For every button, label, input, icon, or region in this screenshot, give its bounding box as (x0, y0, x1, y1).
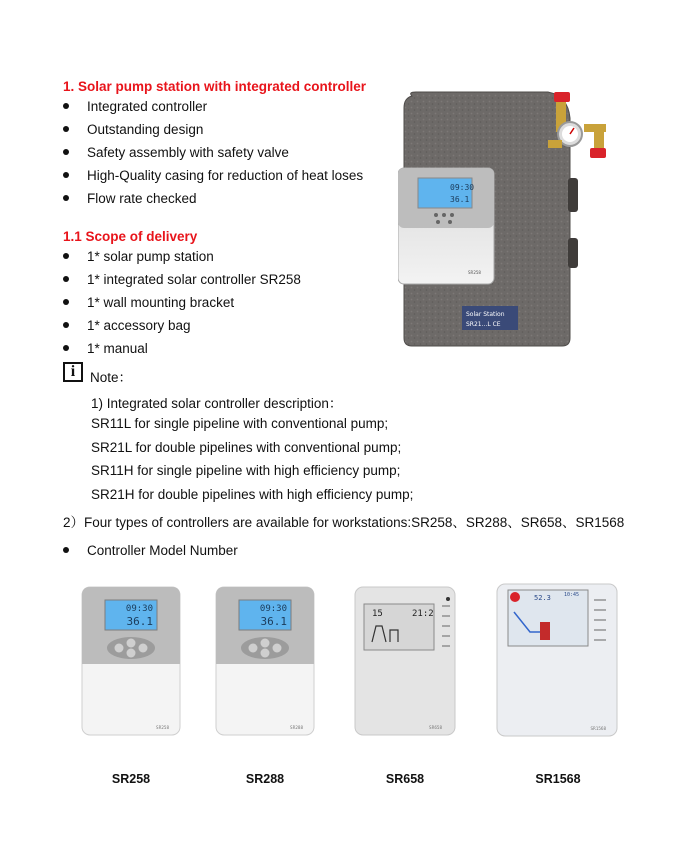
note-line: SR21H for double pipelines with high efficiency pump; (91, 487, 414, 502)
feature-bullet (63, 191, 197, 206)
note-line: SR11L for single pipeline with conventional pump; (91, 416, 389, 431)
feature-bullet (63, 122, 203, 137)
delivery-bullet (63, 318, 191, 333)
delivery-bullet (63, 272, 301, 287)
bullet-dot (63, 322, 69, 328)
sr258-model-mark: SR258 (156, 725, 169, 730)
caption-sr658: SR658 (385, 772, 425, 786)
bullet-text: Safety assembly with safety valve (87, 145, 289, 160)
sr1568-model-mark: SR1568 (590, 726, 606, 731)
sr1568-lcd-time: 10:45 (564, 592, 580, 598)
sr288-lcd-temp: 36.1 (260, 615, 287, 628)
controller-drawing (494, 582, 620, 738)
controller-drawing (215, 586, 315, 736)
bullet-dot (63, 253, 69, 259)
sr288-model-mark: SR288 (290, 725, 303, 730)
bullet-dot (63, 126, 69, 132)
sr658-lcd-temp: 15 (372, 609, 383, 619)
note-line: 1) Integrated solar controller description： (91, 396, 343, 411)
feature-bullet (63, 168, 363, 183)
controller-image-sr1568 (494, 582, 620, 738)
note-line: SR11H for single pipeline with high efficiency pump; (91, 463, 401, 478)
bullet-text: Integrated controller (87, 99, 208, 114)
info-icon: i (63, 362, 83, 382)
bullet-text: 1* solar pump station (87, 249, 214, 264)
bullet-text: Outstanding design (87, 122, 204, 137)
station-label-line2: SR21...L CE (466, 321, 501, 328)
sr658-model-mark: SR658 (429, 725, 442, 730)
feature-bullet (63, 99, 207, 114)
section-heading: 1. Solar pump station with integrated controller (63, 79, 367, 94)
bullet-text: 1* wall mounting bracket (87, 295, 235, 310)
feature-bullet (63, 145, 289, 160)
controller-image-sr258 (81, 586, 181, 736)
station-label-line1: Solar Station (466, 311, 505, 318)
controller-image-sr658 (354, 586, 456, 736)
bullet-dot (63, 172, 69, 178)
subsection-heading: 1.1 Scope of delivery (63, 229, 198, 244)
sr258-lcd-temp: 36.1 (126, 615, 153, 628)
note-label: Note： (90, 370, 133, 385)
controller-image-sr288 (215, 586, 315, 736)
controller-drawing (354, 586, 456, 736)
solar-pump-station-image (398, 88, 620, 354)
sr658-lcd-time: 21:2 (412, 609, 434, 619)
station-lcd-time: 09:30 (450, 183, 475, 192)
pump-station-drawing (398, 88, 620, 354)
caption-sr1568: SR1568 (535, 772, 581, 786)
bullet-text: Flow rate checked (87, 191, 197, 206)
bullet-dot (63, 345, 69, 351)
bullet-dot (63, 276, 69, 282)
bullet-dot (63, 299, 69, 305)
bullet-text: High-Quality casing for reduction of heat loses (87, 168, 364, 183)
bullet-text: 1* integrated solar controller SR258 (87, 272, 301, 287)
delivery-bullet (63, 341, 148, 356)
bullet-text: 1* accessory bag (87, 318, 191, 333)
delivery-bullet (63, 295, 234, 310)
controller-drawing (81, 586, 181, 736)
caption-sr258: SR258 (111, 772, 151, 786)
caption-sr288: SR288 (245, 772, 285, 786)
model-heading (63, 543, 238, 558)
bullet-dot (63, 149, 69, 155)
sr288-lcd-time: 09:30 (259, 604, 287, 614)
bullet-dot (63, 195, 69, 201)
sr258-lcd-time: 09:30 (125, 604, 153, 614)
four-types-line: 2）Four types of controllers are available for workstations:SR258、SR288、SR658、SR1568 (63, 515, 625, 530)
bullet-dot (63, 103, 69, 109)
bullet-dot (63, 547, 69, 553)
station-ctrl-model: SR258 (468, 270, 481, 275)
station-lcd-temp: 36.1 (450, 195, 470, 204)
delivery-bullet (63, 249, 214, 264)
bullet-text: 1* manual (87, 341, 148, 356)
sr1568-lcd-temp: 52.3 (534, 594, 551, 602)
bullet-text: Controller Model Number (87, 543, 238, 558)
note-line: SR21L for double pipelines with conventional pump; (91, 440, 402, 455)
